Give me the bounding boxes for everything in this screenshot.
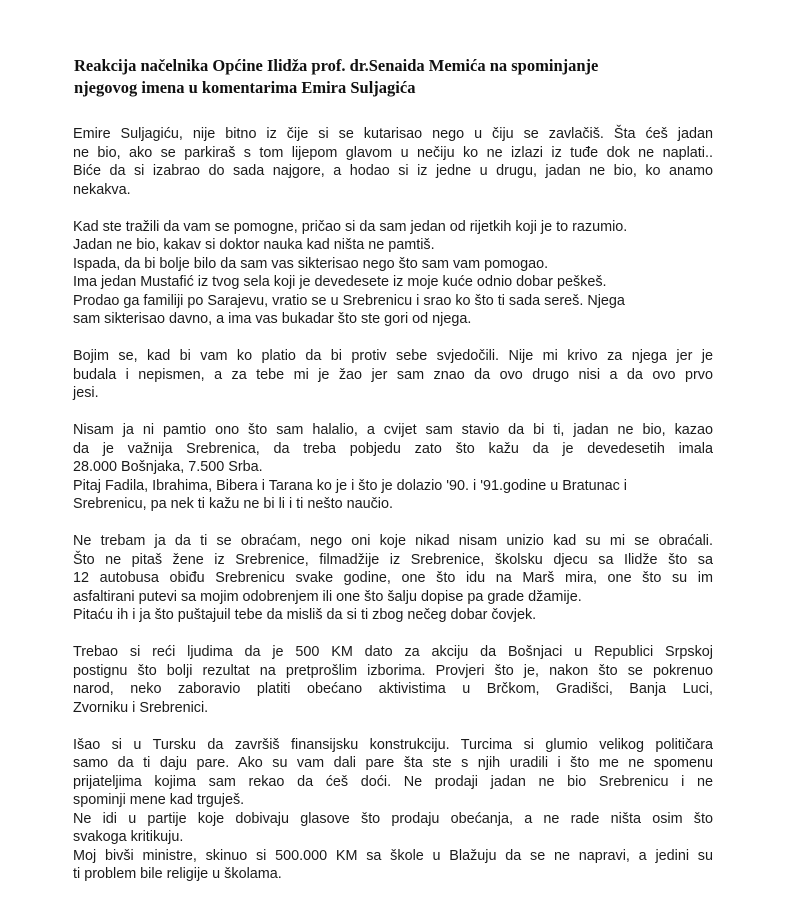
text-line: 12 autobusa obiđu Srebrenicu svake godine, one što idu na Marš mira, one što su im bbox=[73, 570, 713, 586]
text-line: Emire Suljagiću, nije bitno iz čije si se kutarisao nego u čiju se zavlačiš. Šta ćeš jadan bbox=[73, 126, 713, 142]
text-line: Pitaj Fadila, Ibrahima, Bibera i Tarana ko je i što je dolazio '90. i '91.godine u Bratunac i bbox=[73, 477, 627, 494]
paragraph-5 bbox=[73, 532, 713, 625]
document-body bbox=[73, 125, 713, 902]
text-line: 28.000 Bošnjaka, 7.500 Srba. bbox=[73, 459, 263, 475]
text-line: sam sikterisao davno, a ima vas bukadar što ste gori od njega. bbox=[73, 311, 472, 327]
text-line: narod, neko zaboravio platiti obećano aktivistima u Brčkom, Gradišci, Banja Luci, bbox=[73, 681, 713, 697]
text-line: Nisam ja ni pamtio ono što sam halalio, a cvijet sam stavio da bi ti, jadan ne bio, kazao bbox=[73, 422, 713, 438]
text-line: asfaltirani putevi sa mojim odobrenjem ili one što šalju dopise pa grade džamije. bbox=[73, 588, 582, 605]
text-line: Ima jedan Mustafić iz tvog sela koji je devedesete iz moje kuće odnio dobar peškeš. bbox=[73, 274, 607, 290]
text-line: Prodao ga familiji po Sarajevu, vratio se u Srebrenicu i srao ko što ti sada sereš. Njega bbox=[73, 292, 625, 309]
document-title bbox=[74, 55, 714, 99]
text-line: samo da ti daju pare. Ako su vam dali pare šta ste s njih uradili i što me ne spomenu bbox=[73, 755, 713, 771]
text-line: Pitaću ih i ja što puštajuil tebe da misliš da si ti zbog nečeg dobar čovjek. bbox=[73, 607, 537, 623]
text-line: Bojim se, kad bi vam ko platio da bi protiv sebe svjedočili. Nije mi krivo za njega jer je bbox=[73, 348, 713, 364]
text-line: Srebrenicu, pa nek ti kažu ne bi li i ti nešto naučio. bbox=[73, 496, 393, 512]
text-line: postignu što bolji rezultat na pretprošlim izborima. Provjeri što je, nakon što se pokrenuo bbox=[73, 662, 713, 679]
text-line: da je važnija Srebrenica, da treba pobjedu zato što kažu da je devedesetih imala bbox=[73, 440, 713, 457]
text-line: spominji mene kad trguješ. bbox=[73, 792, 245, 808]
paragraph-4 bbox=[73, 421, 713, 514]
text-line: Trebao si reći ljudima da je 500 KM dato za akciju da Bošnjaci u Republici Srpskoj bbox=[73, 644, 713, 660]
text-line: budala i nepismen, a za tebe mi je žao jer sam znao da ovo drugo nisi a da ovo prvo bbox=[73, 366, 713, 383]
text-line: ti problem bile religije u školama. bbox=[73, 866, 282, 882]
paragraph-1 bbox=[73, 125, 713, 199]
text-line: ne bio, ako se parkiraš s tom lijepom glavom u nečiju ko ne izlazi iz tuđe dok ne naplati.. bbox=[73, 144, 713, 161]
text-line: prijateljima kojima sam rekao da ćeš doći. Ne prodaji jadan ne bio Srebrenicu i ne bbox=[73, 773, 713, 790]
text-line: svakoga kritikuju. bbox=[73, 829, 184, 845]
text-line: Išao si u Tursku da završiš finansijsku konstrukciju. Turcima si glumio velikog političara bbox=[73, 736, 713, 753]
text-line: Zvorniku i Srebrenici. bbox=[73, 699, 209, 716]
paragraph-3 bbox=[73, 347, 713, 403]
text-line: Kad ste tražili da vam se pomogne, pričao si da sam jedan od rijetkih koji je to razumio. bbox=[73, 218, 628, 235]
title-line: Reakcija načelnika Općine Ilidža prof. dr.Senaida Memića na spominjanje bbox=[74, 56, 599, 75]
title-line: njegovog imena u komentarima Emira Suljagića bbox=[74, 78, 416, 97]
text-line: Biće da si izabrao do sada najgore, a hodao si iz jedne u drugu, jadan ne bio, ko anamo bbox=[73, 163, 713, 179]
text-line: Što ne pitaš žene iz Srebrenice, filmadžije iz Srebrenice, školsku djecu sa Ilidže što sa bbox=[73, 551, 713, 568]
text-line: Jadan ne bio, kakav si doktor nauka kad ništa ne pamtiš. bbox=[73, 237, 435, 253]
text-line: nekakva. bbox=[73, 181, 131, 198]
paragraph-6 bbox=[73, 643, 713, 717]
text-line: Ne idi u partije koje dobivaju glasove što prodaju obećanja, a ne rade ništa osim što bbox=[73, 810, 713, 827]
text-line: Ne trebam ja da ti se obraćam, nego oni koje nikad nisam unizio kad su mi se obraćali. bbox=[73, 533, 713, 549]
text-line: Ispada, da bi bolje bilo da sam vas sikterisao nego što sam vam pomogao. bbox=[73, 255, 549, 272]
paragraph-2 bbox=[73, 218, 713, 329]
text-line: jesi. bbox=[73, 385, 99, 401]
text-line: Moj bivši ministre, skinuo si 500.000 KM sa škole u Blažuju da se ne napravi, a jedini su bbox=[73, 847, 713, 864]
paragraph-7 bbox=[73, 736, 713, 884]
